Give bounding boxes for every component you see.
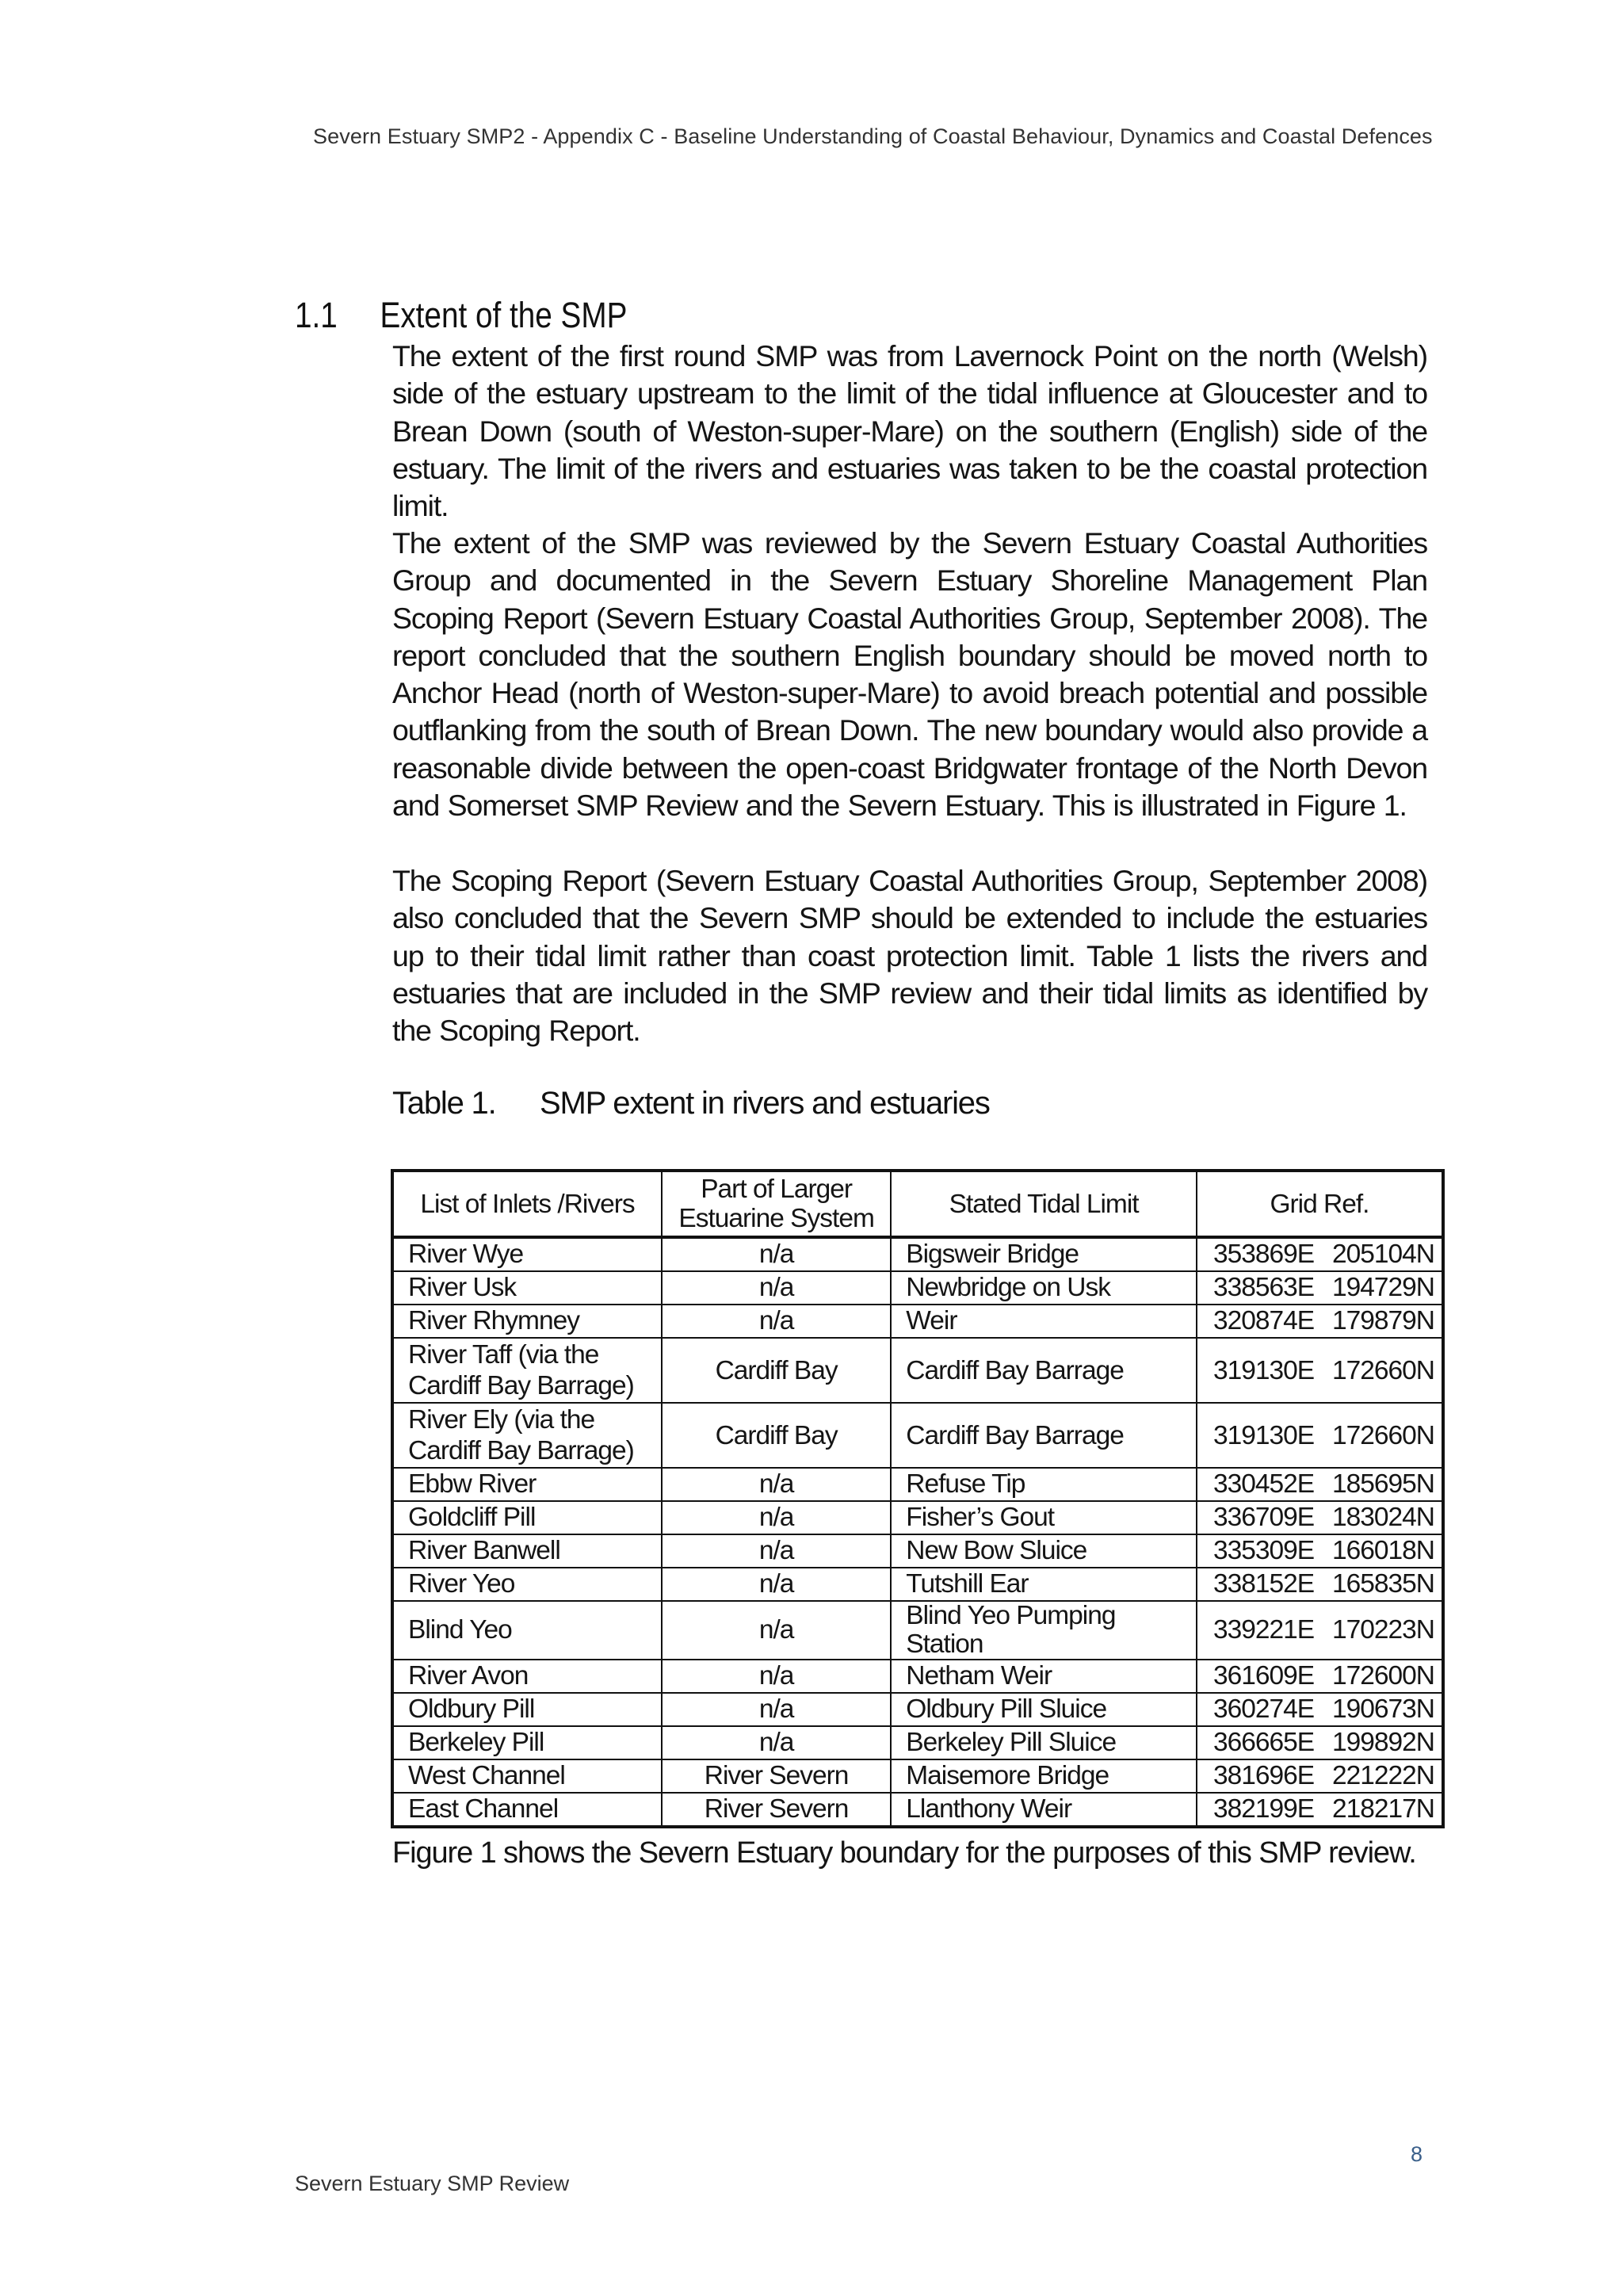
cell-tidal-limit: Llanthony Weir (891, 1793, 1197, 1827)
grid-northing: 205104N (1331, 1240, 1434, 1269)
cell-grid-ref (1197, 1338, 1443, 1403)
grid-easting: 360274E (1212, 1694, 1315, 1724)
cell-grid-ref (1197, 1305, 1443, 1338)
cell-river: East Channel (392, 1793, 662, 1827)
paragraph-text: The extent of the first round SMP was from Lavernock Point on the north (Welsh) side of the estuary upstream to the limit of the tidal influence at Gloucester and to Brean Down (south of Weston-super-Mare) on the southern (English) side of the estuary. The limit of the rivers and estuaries was taken to be the coastal protection limit. (392, 339, 1427, 523)
grid-easting: 336709E (1212, 1503, 1315, 1532)
section-title: Extent of the SMP (380, 295, 628, 335)
cell-river: River Rhymney (392, 1305, 662, 1338)
table-row (392, 1237, 1443, 1271)
grid-northing: 199892N (1331, 1728, 1434, 1757)
table-caption-number: Table 1. (392, 1086, 496, 1121)
cell-river: Ebbw River (392, 1468, 662, 1501)
cell-tidal-limit: Cardiff Bay Barrage (891, 1338, 1197, 1403)
grid-northing: 172660N (1331, 1355, 1434, 1385)
cell-tidal-limit: Fisher’s Gout (891, 1501, 1197, 1534)
cell-tidal-limit: Cardiff Bay Barrage (891, 1403, 1197, 1468)
grid-northing: 190673N (1331, 1694, 1434, 1724)
cell-grid-ref (1197, 1726, 1443, 1759)
column-header-system: Part of Larger Estuarine System (662, 1171, 891, 1237)
cell-grid-ref (1197, 1660, 1443, 1693)
cell-river: River Avon (392, 1660, 662, 1693)
table-row (392, 1534, 1443, 1568)
running-header: Severn Estuary SMP2 - Appendix C - Baseline Understanding of Coastal Behaviour, Dynamics and Coastal Defences (313, 124, 1433, 148)
table-row (392, 1601, 1443, 1660)
grid-northing: 172660N (1331, 1420, 1434, 1450)
grid-northing: 183024N (1331, 1503, 1434, 1532)
cell-grid-ref (1197, 1501, 1443, 1534)
table-caption (392, 1086, 990, 1121)
grid-easting: 335309E (1212, 1536, 1315, 1565)
cell-river: River Wye (392, 1237, 662, 1271)
cell-system: n/a (662, 1468, 891, 1501)
cell-river: River Taff (via the Cardiff Bay Barrage) (392, 1338, 662, 1403)
cell-tidal-limit: Netham Weir (891, 1660, 1197, 1693)
grid-easting: 361609E (1212, 1661, 1315, 1690)
cell-river: Blind Yeo (392, 1601, 662, 1660)
cell-tidal-limit: New Bow Sluice (891, 1534, 1197, 1568)
cell-grid-ref (1197, 1534, 1443, 1568)
table-row (392, 1759, 1443, 1793)
grid-easting: 338563E (1212, 1273, 1315, 1302)
cell-grid-ref (1197, 1601, 1443, 1660)
cell-system: n/a (662, 1271, 891, 1305)
grid-easting: 319130E (1212, 1420, 1315, 1450)
cell-grid-ref (1197, 1237, 1443, 1271)
grid-easting: 319130E (1212, 1355, 1315, 1385)
table-row (392, 1793, 1443, 1827)
column-header-river: List of Inlets /Rivers (392, 1171, 662, 1237)
paragraph-scoping-report (392, 862, 1427, 1049)
cell-river: River Usk (392, 1271, 662, 1305)
grid-northing: 166018N (1331, 1536, 1434, 1565)
cell-grid-ref (1197, 1793, 1443, 1827)
cell-system: River Severn (662, 1759, 891, 1793)
grid-northing: 185695N (1331, 1469, 1434, 1499)
cell-tidal-limit: Bigsweir Bridge (891, 1237, 1197, 1271)
table-row (392, 1403, 1443, 1468)
grid-easting: 330452E (1212, 1469, 1315, 1499)
grid-easting: 366665E (1212, 1728, 1315, 1757)
table-row (392, 1568, 1443, 1601)
cell-tidal-limit: Berkeley Pill Sluice (891, 1726, 1197, 1759)
table-row (392, 1693, 1443, 1726)
table-row (392, 1338, 1443, 1403)
table-row (392, 1468, 1443, 1501)
table-body (392, 1237, 1443, 1827)
cell-system: n/a (662, 1568, 891, 1601)
cell-river: River Banwell (392, 1534, 662, 1568)
cell-grid-ref (1197, 1468, 1443, 1501)
cell-tidal-limit: Blind Yeo Pumping Station (891, 1601, 1197, 1660)
grid-easting: 320874E (1212, 1306, 1315, 1335)
cell-tidal-limit: Tutshill Ear (891, 1568, 1197, 1601)
cell-grid-ref (1197, 1271, 1443, 1305)
grid-easting: 382199E (1212, 1794, 1315, 1824)
cell-tidal-limit: Newbridge on Usk (891, 1271, 1197, 1305)
cell-system: n/a (662, 1305, 891, 1338)
column-header-grid: Grid Ref. (1197, 1171, 1443, 1237)
cell-system: n/a (662, 1534, 891, 1568)
paragraph-extent-review (392, 525, 1427, 824)
grid-easting: 338152E (1212, 1569, 1315, 1599)
cell-tidal-limit: Weir (891, 1305, 1197, 1338)
table-header-row (392, 1171, 1443, 1237)
section-heading (295, 295, 627, 336)
cell-grid-ref (1197, 1693, 1443, 1726)
closing-sentence: Figure 1 shows the Severn Estuary boundary for the purposes of this SMP review. (392, 1836, 1416, 1870)
cell-system: n/a (662, 1501, 891, 1534)
grid-northing: 221222N (1331, 1761, 1434, 1790)
running-footer: Severn Estuary SMP Review (295, 2172, 570, 2195)
grid-easting: 381696E (1212, 1761, 1315, 1790)
cell-system: n/a (662, 1601, 891, 1660)
cell-system: n/a (662, 1237, 891, 1271)
paragraph-text: The extent of the SMP was reviewed by the Severn Estuary Coastal Authorities Group and documented in the Severn Estuary Shoreline Management Plan Scoping Report (Severn Estuary Coastal Authorities Group, September 2008). The report concluded that the southern English boundary should be moved north to Anchor Head (north of Weston-super-Mare) to avoid breach potential and possible outflanking from the south of Brean Down. The new boundary would also provide a reasonable divide between the open-coast Bridgwater frontage of the North Devon and Somerset SMP Review and the Severn Estuary. This is illustrated in Figure 1. (392, 526, 1427, 823)
section-number: 1.1 (295, 295, 338, 335)
cell-system: Cardiff Bay (662, 1403, 891, 1468)
cell-grid-ref (1197, 1759, 1443, 1793)
grid-easting: 339221E (1212, 1615, 1315, 1645)
table-row (392, 1726, 1443, 1759)
grid-northing: 170223N (1331, 1615, 1434, 1645)
table-caption-title: SMP extent in rivers and estuaries (540, 1086, 990, 1121)
grid-northing: 179879N (1331, 1306, 1434, 1335)
cell-tidal-limit: Oldbury Pill Sluice (891, 1693, 1197, 1726)
table-row (392, 1660, 1443, 1693)
cell-grid-ref (1197, 1403, 1443, 1468)
cell-grid-ref (1197, 1568, 1443, 1601)
table-row (392, 1305, 1443, 1338)
grid-northing: 194729N (1331, 1273, 1434, 1302)
cell-system: n/a (662, 1726, 891, 1759)
cell-tidal-limit: Refuse Tip (891, 1468, 1197, 1501)
cell-river: Oldbury Pill (392, 1693, 662, 1726)
cell-river: River Ely (via the Cardiff Bay Barrage) (392, 1403, 662, 1468)
grid-northing: 172600N (1331, 1661, 1434, 1690)
cell-system: Cardiff Bay (662, 1338, 891, 1403)
cell-system: n/a (662, 1660, 891, 1693)
table-row (392, 1501, 1443, 1534)
table-row (392, 1271, 1443, 1305)
cell-system: River Severn (662, 1793, 891, 1827)
cell-river: River Yeo (392, 1568, 662, 1601)
grid-northing: 218217N (1331, 1794, 1434, 1824)
cell-river: West Channel (392, 1759, 662, 1793)
grid-northing: 165835N (1331, 1569, 1434, 1599)
grid-easting: 353869E (1212, 1240, 1315, 1269)
paragraph-first-round-extent (392, 338, 1427, 525)
smp-extent-table (391, 1169, 1445, 1828)
cell-river: Berkeley Pill (392, 1726, 662, 1759)
page-number: 8 (1411, 2142, 1423, 2166)
cell-river: Goldcliff Pill (392, 1501, 662, 1534)
column-header-limit: Stated Tidal Limit (891, 1171, 1197, 1237)
cell-system: n/a (662, 1693, 891, 1726)
paragraph-text: The Scoping Report (Severn Estuary Coastal Authorities Group, September 2008) also concluded that the Severn SMP should be extended to include the estuaries up to their tidal limit rather than coast protection limit. Table 1 lists the rivers and estuaries that are included in the SMP review and their tidal limits as identified by the Scoping Report. (392, 864, 1427, 1048)
cell-tidal-limit: Maisemore Bridge (891, 1759, 1197, 1793)
